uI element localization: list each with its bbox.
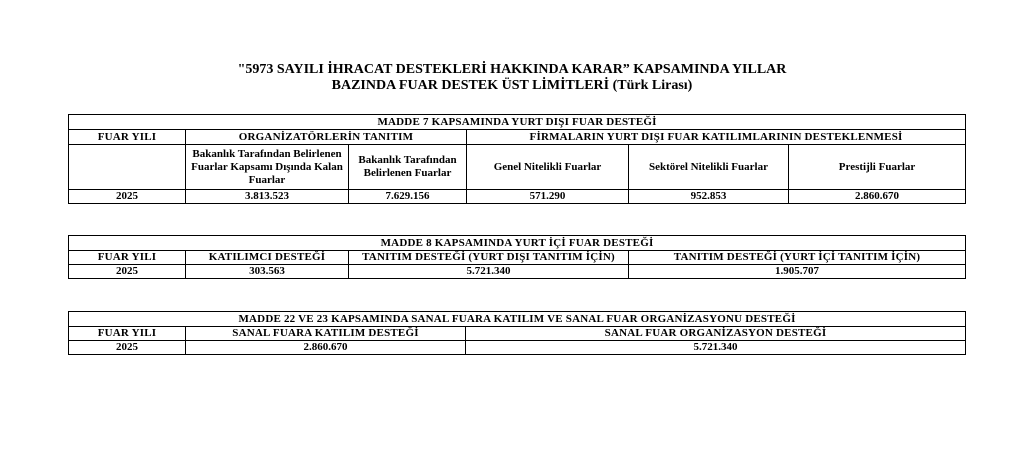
cell-value: 952.853 xyxy=(629,190,789,204)
column-header-promo-abroad: TANITIM DESTEĞİ (YURT DIŞI TANITIM İÇİN) xyxy=(349,251,629,265)
empty-cell xyxy=(69,145,186,190)
cell-year: 2025 xyxy=(69,265,186,279)
column-header-virtual-organization: SANAL FUAR ORGANİZASYON DESTEĞİ xyxy=(466,327,966,341)
column-header-year: FUAR YILI xyxy=(69,130,186,145)
column-header-participant-support: KATILIMCI DESTEĞİ xyxy=(186,251,349,265)
cell-year: 2025 xyxy=(69,341,186,355)
table-heading: MADDE 8 KAPSAMINDA YURT İÇİ FUAR DESTEĞİ xyxy=(69,236,966,251)
title-line-1: "5973 SAYILI İHRACAT DESTEKLERİ HAKKINDA KARAR” KAPSAMINDA YILLAR xyxy=(237,62,787,77)
table-row xyxy=(69,341,966,355)
cell-value: 303.563 xyxy=(186,265,349,279)
table-row xyxy=(69,265,966,279)
subheader-ministry-fairs: Bakanlık Tarafından Belirlenen Fuarlar xyxy=(349,145,467,190)
cell-value: 7.629.156 xyxy=(349,190,467,204)
column-header-promo-domestic: TANITIM DESTEĞİ (YURT İÇİ TANITIM İÇİN) xyxy=(629,251,966,265)
group-header-organizers: ORGANİZATÖRLERİN TANITIM xyxy=(186,130,467,145)
subheader-outside-ministry-fairs: Bakanlık Tarafından Belirlenen Fuarlar Kapsamı Dışında Kalan Fuarlar xyxy=(186,145,349,190)
table-heading: MADDE 7 KAPSAMINDA YURT DIŞI FUAR DESTEĞİ xyxy=(69,115,966,130)
column-header-virtual-participation: SANAL FUARA KATILIM DESTEĞİ xyxy=(186,327,466,341)
subheader-sectoral-fairs: Sektörel Nitelikli Fuarlar xyxy=(629,145,789,190)
document-title xyxy=(0,62,1024,94)
cell-value: 1.905.707 xyxy=(629,265,966,279)
cell-value: 2.860.670 xyxy=(789,190,966,204)
cell-value: 5.721.340 xyxy=(466,341,966,355)
cell-value: 5.721.340 xyxy=(349,265,629,279)
cell-year: 2025 xyxy=(69,190,186,204)
cell-value: 2.860.670 xyxy=(186,341,466,355)
table-madde-8 xyxy=(68,235,966,279)
table-row xyxy=(69,190,966,204)
title-line-2: BAZINDA FUAR DESTEK ÜST LİMİTLERİ (Türk Lirası) xyxy=(331,78,693,93)
table-heading: MADDE 22 VE 23 KAPSAMINDA SANAL FUARA KATILIM VE SANAL FUAR ORGANİZASYONU DESTEĞİ xyxy=(69,312,966,327)
cell-value: 571.290 xyxy=(467,190,629,204)
subheader-general-fairs: Genel Nitelikli Fuarlar xyxy=(467,145,629,190)
column-header-year: FUAR YILI xyxy=(69,251,186,265)
column-header-year: FUAR YILI xyxy=(69,327,186,341)
table-madde-7 xyxy=(68,114,966,204)
cell-value: 3.813.523 xyxy=(186,190,349,204)
group-header-firms: FİRMALARIN YURT DIŞI FUAR KATILIMLARININ DESTEKLENMESİ xyxy=(467,130,966,145)
subheader-prestige-fairs: Prestijli Fuarlar xyxy=(789,145,966,190)
table-madde-22-23 xyxy=(68,311,966,355)
